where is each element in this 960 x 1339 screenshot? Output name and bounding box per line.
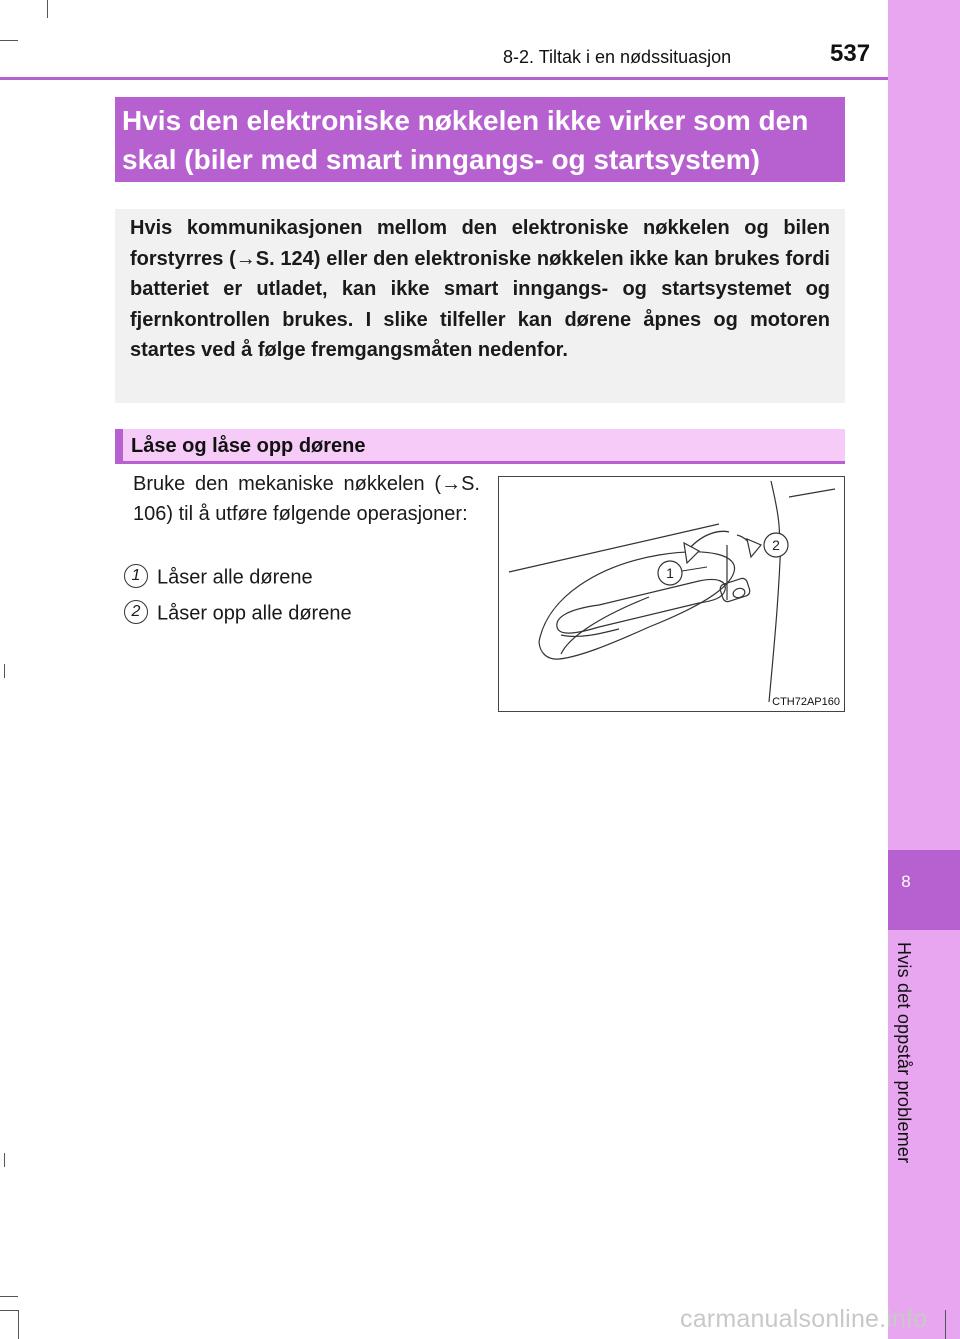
callout-2-label: 2 [772,537,780,553]
page-title-line-1: Hvis den elektroniske nøkkelen ikke virker som den [122,105,809,136]
section-heading [115,429,845,464]
chapter-number: 8 [901,872,911,891]
header-rule [0,77,888,80]
crop-mark [0,1296,18,1297]
chapter-title: Hvis det oppstår problemer [894,942,914,1164]
watermark: carmanualsonline.info [680,1305,928,1333]
page-title-line-2: skal (biler med smart inngangs- og startsystem) [122,144,760,175]
door-handle-drawing [499,477,844,711]
crop-mark [47,0,48,18]
running-header-section: 8-2. Tiltak i en nødssituasjon [503,47,732,67]
door-handle-illustration [498,476,845,712]
step-label: Låser alle dørene [157,566,313,589]
crop-mark [0,40,18,41]
title-banner [115,97,845,182]
crop-mark [0,1310,18,1311]
step-item [124,566,313,590]
section-heading-text: Låse og låse opp dørene [131,435,366,457]
callout-1-label: 1 [666,565,674,581]
step-number-badge: 1 [124,564,148,588]
intro-text: Hvis kommunikasjonen mellom den elektroniske nøkkelen og bilen forstyrres (→S. 124) eller den elektroniske nøkkelen ikke kan brukes fordi batteriet er utladet, kan ikke smart inngangs- og startsystemet og fjernkontrollen brukes. I slike tilfeller kan dørene åpnes og motoren startes ved å følge fremgangsmåten nedenfor. [130,217,830,361]
step-label: Låser opp alle dørene [157,602,352,625]
step-number-badge: 2 [124,600,148,624]
crop-mark [945,1310,946,1339]
crop-mark [4,1153,5,1167]
figure-code: CTH72AP160 [772,696,840,708]
crop-mark [18,1310,19,1339]
page-number: 537 [830,40,871,67]
crop-mark [4,664,5,678]
intro-box [115,209,845,403]
step-item [124,602,352,626]
section-body: Bruke den mekaniske nøkkelen (→S. 106) til å utføre følgende operasjoner: [133,473,480,525]
